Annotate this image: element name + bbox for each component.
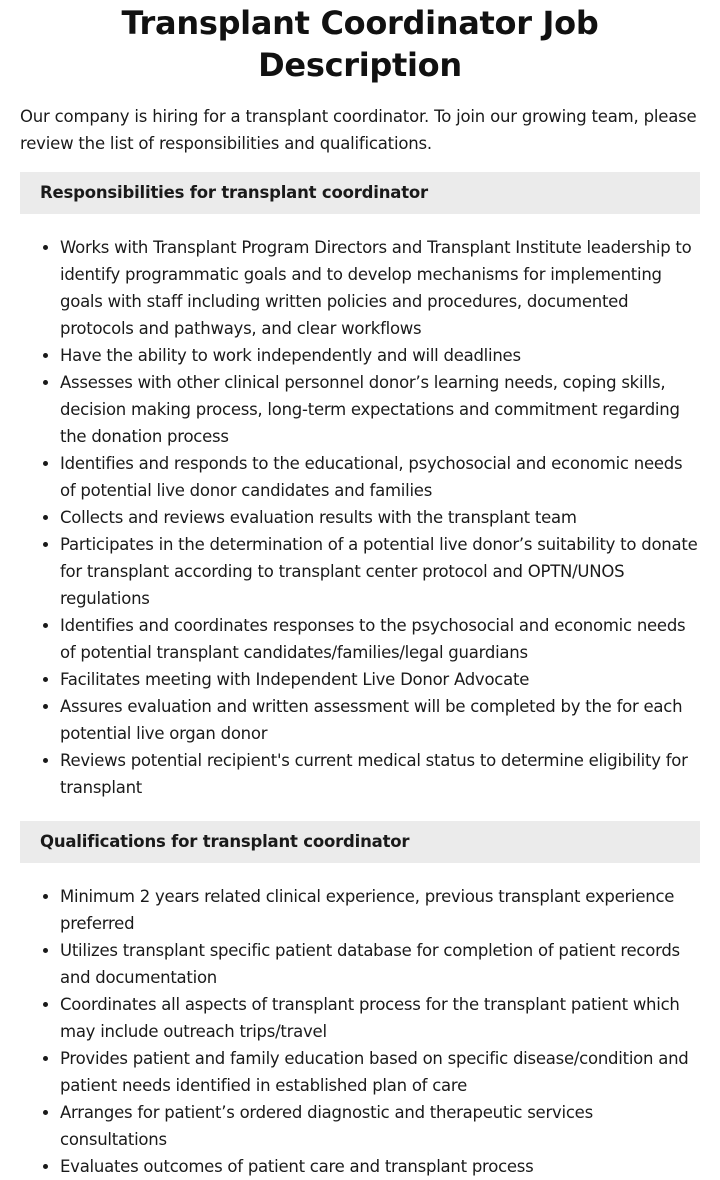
intro-paragraph: Our company is hiring for a transplant coordinator. To join our growing team, please review the list of responsibilities and qualifications. xyxy=(20,107,697,153)
list-item: • Assures evaluation and written assessment will be completed by the for each potential live organ donor xyxy=(60,693,700,747)
list-item: • Works with Transplant Program Directors and Transplant Institute leadership to identify programmatic goals and to develop mechanisms for implementing goals with staff including written policies and procedures, documented protocols and pathways, and clear workflows xyxy=(60,234,700,342)
list-item: • Collects and reviews evaluation results with the transplant team xyxy=(60,504,700,531)
list-item: • Identifies and responds to the educational, psychosocial and economic needs of potential live donor candidates and families xyxy=(60,450,700,504)
responsibilities-heading: Responsibilities for transplant coordinator xyxy=(20,172,700,214)
list-item: • Assesses with other clinical personnel donor’s learning needs, coping skills, decision making process, long-term expectations and commitment regarding the donation process xyxy=(60,369,700,450)
list-item: • Identifies and coordinates responses to the psychosocial and economic needs of potential transplant candidates/families/legal guardians xyxy=(60,612,700,666)
list-item: • Evaluates outcomes of patient care and transplant process xyxy=(60,1153,700,1180)
list-item: • Minimum 2 years related clinical experience, previous transplant experience preferred xyxy=(60,883,700,937)
list-item: • Provides patient and family education based on specific disease/condition and patient needs identified in established plan of care xyxy=(60,1045,700,1099)
page-title: Transplant Coordinator Job Description xyxy=(121,4,599,84)
list-item: • Reviews potential recipient's current medical status to determine eligibility for transplant xyxy=(60,747,700,801)
list-item: • Participates in the determination of a potential live donor’s suitability to donate for transplant according to transplant center protocol and OPTN/UNOS regulations xyxy=(60,531,700,612)
qualifications-heading: Qualifications for transplant coordinator xyxy=(20,821,700,863)
list-item: • Facilitates meeting with Independent Live Donor Advocate xyxy=(60,666,700,693)
list-item: • Coordinates all aspects of transplant process for the transplant patient which may include outreach trips/travel xyxy=(60,991,700,1045)
responsibilities-list xyxy=(20,234,700,801)
list-item: • Arranges for patient’s ordered diagnostic and therapeutic services consultations xyxy=(60,1099,700,1153)
qualifications-list xyxy=(20,883,700,1180)
list-item: • Have the ability to work independently and will deadlines xyxy=(60,342,700,369)
list-item: • Utilizes transplant specific patient database for completion of patient records and documentation xyxy=(60,937,700,991)
